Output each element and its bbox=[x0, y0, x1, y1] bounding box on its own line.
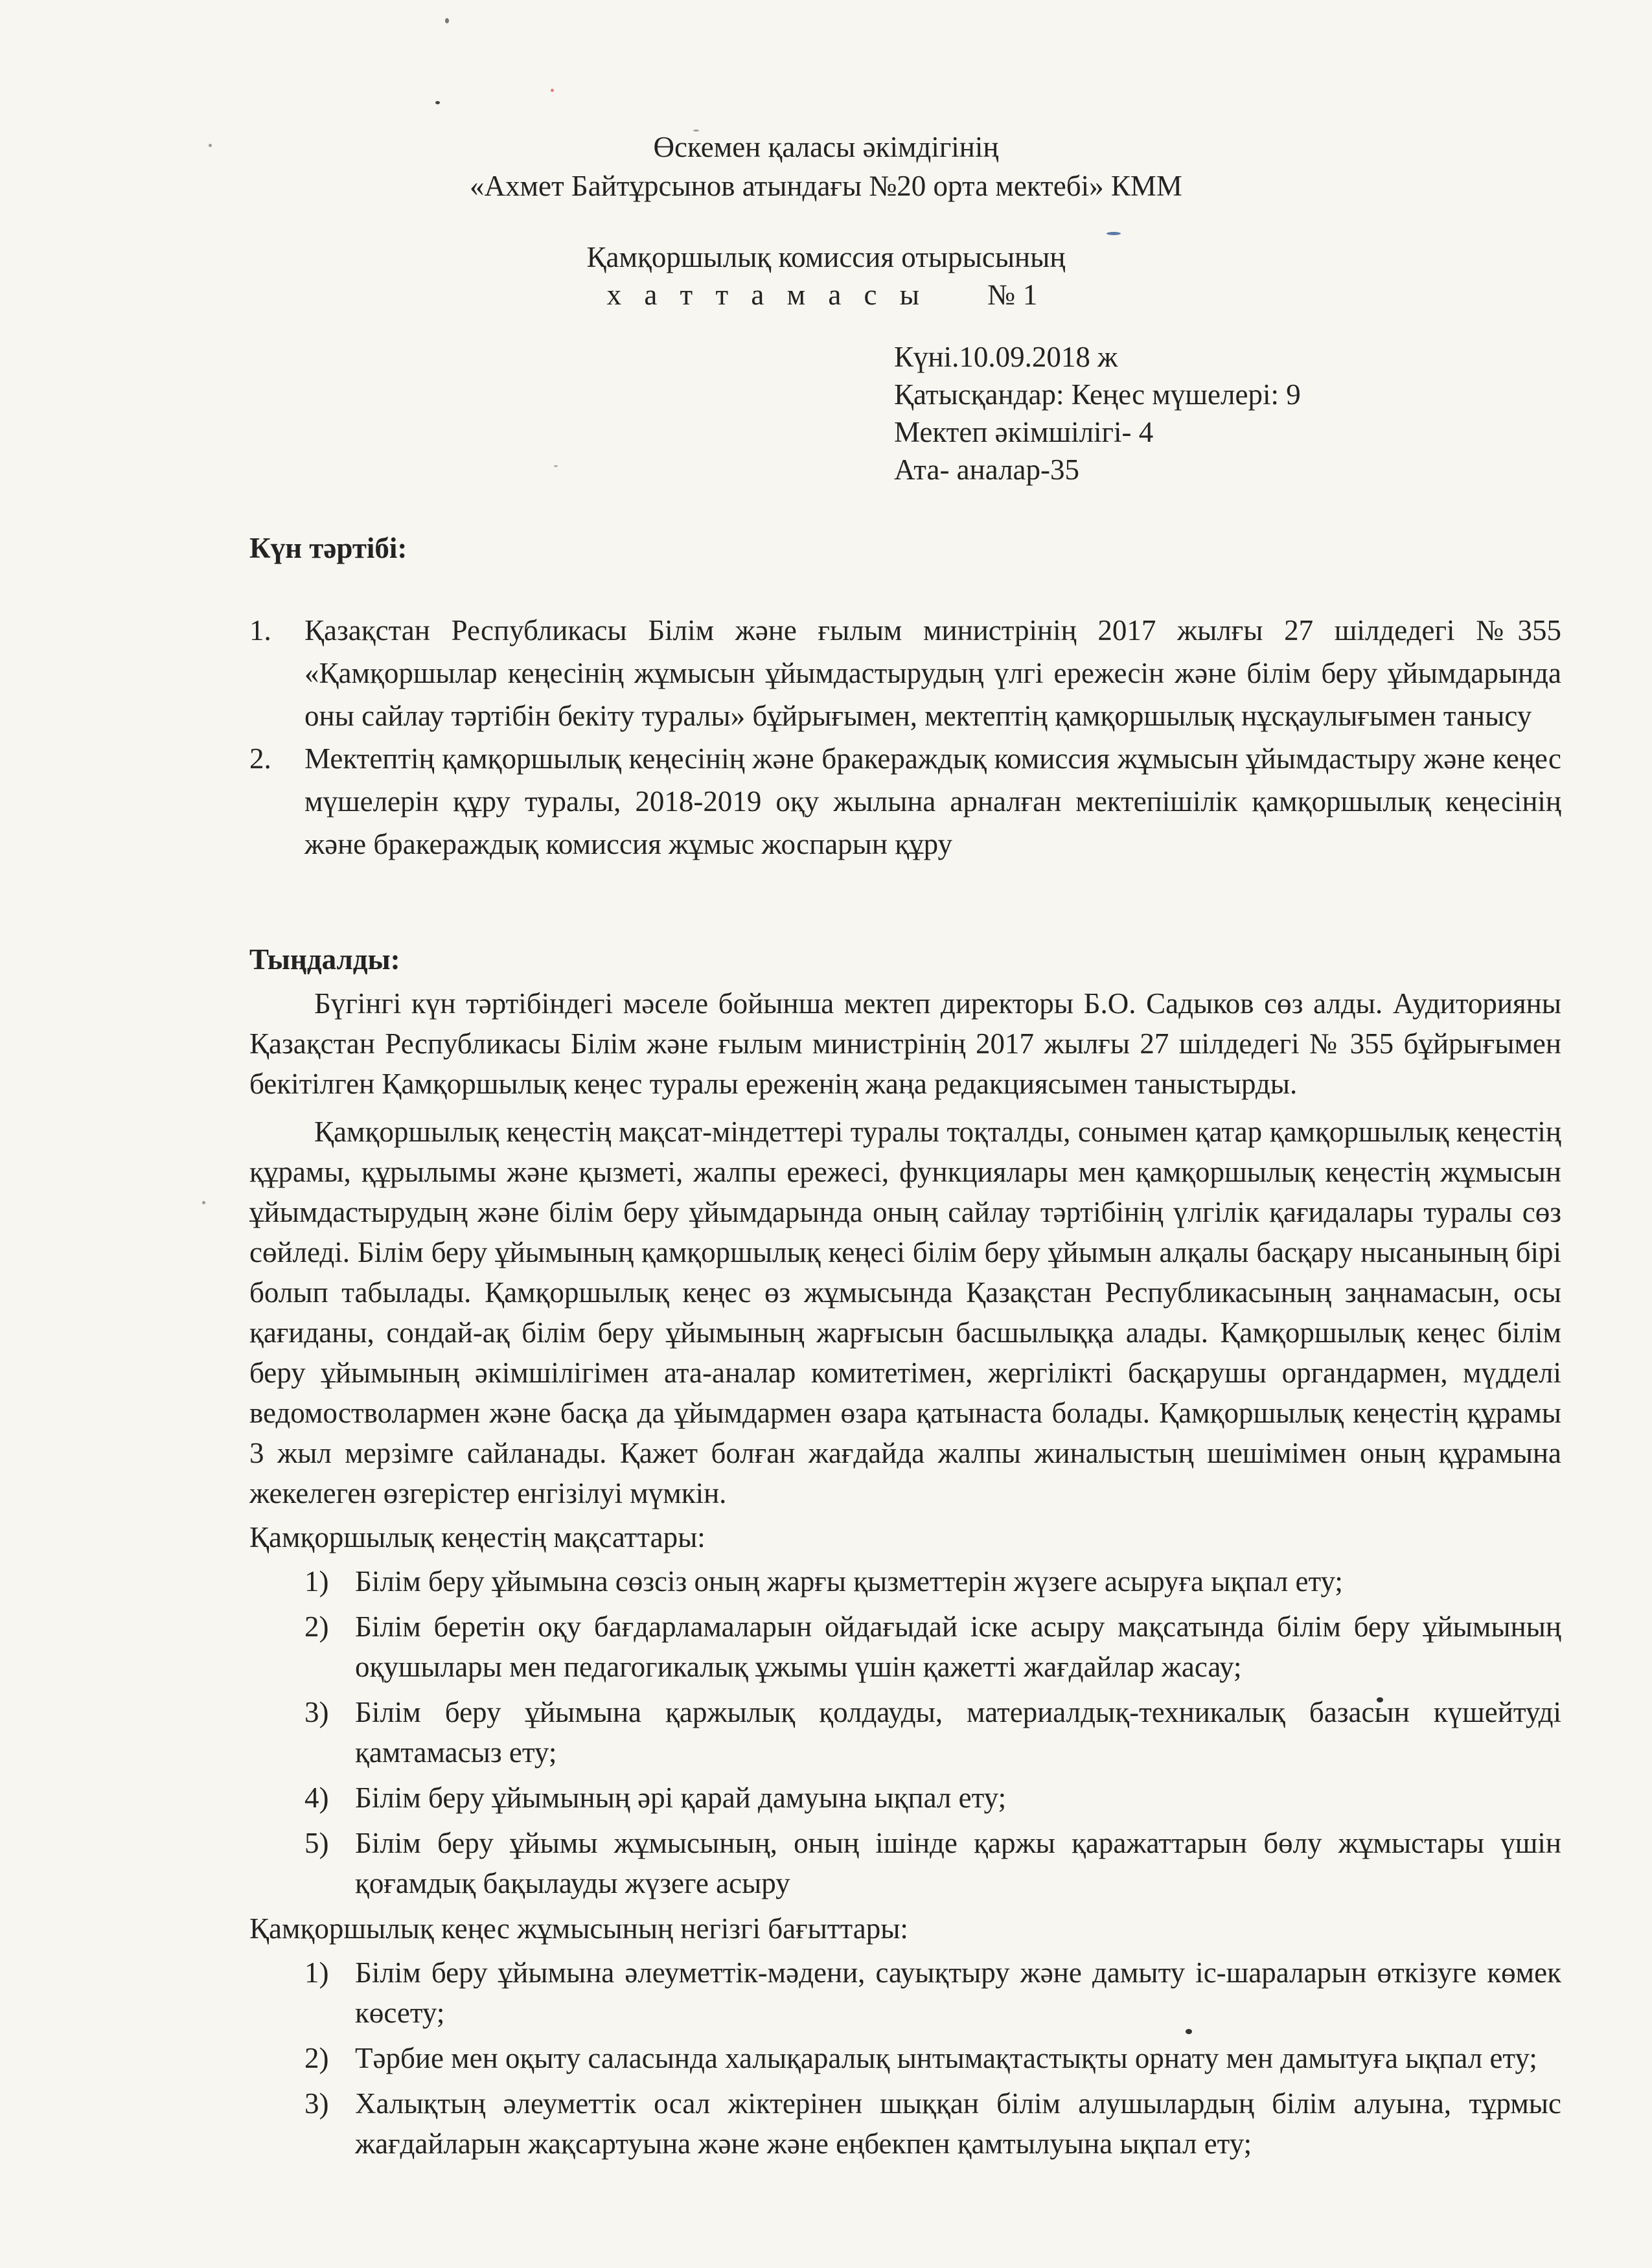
goal-number: 4) bbox=[304, 1781, 329, 1814]
meeting-date: Күні.10.09.2018 ж bbox=[894, 341, 1118, 373]
protocol-title: Қамқоршылық комиссия отырысының bbox=[586, 241, 1066, 273]
parents-count: Ата- аналар-35 bbox=[894, 453, 1080, 486]
direction-item bbox=[304, 2038, 1561, 2078]
goal-text: Білім беретін оқу бағдарламаларын ойдағыдай іске асыру мақсатында білім беру ұйымының оқушылары мен педагогикалық ұжымы үшін қажетті жағдайлар жасау; bbox=[355, 1610, 1561, 1683]
goal-item bbox=[304, 1823, 1561, 1903]
heard-body bbox=[249, 983, 1561, 2169]
goal-number: 2) bbox=[304, 1610, 329, 1643]
agenda-item-number: 2. bbox=[249, 742, 271, 775]
participants-count: Қатысқандар: Кеңес мүшелері: 9 bbox=[894, 378, 1301, 411]
meeting-meta bbox=[894, 338, 1301, 488]
goal-text: Білім беру ұйымына қаржылық қолдауды, материалдық-техникалық базасын күшейтуді қамтамасыз ету; bbox=[355, 1696, 1561, 1769]
agenda-item-text: Қазақстан Республикасы Білім және ғылым министрінің 2017 жылғы 27 шілдедегі №355 «Қамқоршылар кеңесінің жұмысын ұйымдастырудың үлгі ережесін және білім беру ұйымдарында оны сайлау тәртібін бекіту туралы» бұйрығымен, мектептің қамқоршылық нұсқаулығымен танысу bbox=[304, 614, 1561, 732]
goals-heading: Қамқоршылық кеңестің мақсаттары: bbox=[249, 1521, 706, 1553]
direction-item bbox=[304, 2083, 1561, 2164]
goal-item bbox=[304, 1778, 1561, 1818]
goal-item bbox=[304, 1561, 1561, 1601]
direction-text: Білім беру ұйымына әлеуметтік-мәдени, сауықтыру және дамыту іс-шараларын өткізуге көмек көсету; bbox=[355, 1956, 1561, 2029]
direction-number: 1) bbox=[304, 1956, 329, 1989]
scan-speck bbox=[1107, 232, 1121, 235]
goal-text: Білім беру ұйымы жұмысының, оның ішінде қаржы қаражаттарын бөлу жұмыстары үшін қоғамдық бақылауды жүзеге асыру bbox=[355, 1827, 1561, 1899]
direction-item bbox=[304, 1953, 1561, 2033]
scan-speck bbox=[435, 101, 440, 104]
protocol-number: х а т т а м а с ы №1 bbox=[606, 279, 1046, 311]
direction-number: 3) bbox=[304, 2087, 329, 2120]
school-name: «Ахмет Байтұрсынов атындағы №20 орта мектебі» КММ bbox=[470, 170, 1182, 202]
institution-line: Өскемен қаласы әкімдігінің bbox=[653, 131, 999, 163]
goal-number: 1) bbox=[304, 1565, 329, 1598]
goal-number: 3) bbox=[304, 1696, 329, 1728]
scan-speck bbox=[202, 1201, 205, 1204]
goal-item bbox=[304, 1607, 1561, 1687]
direction-text: Тәрбие мен оқыту саласында халықаралық ынтымақтастықты орнату мен дамытуға ықпал ету; bbox=[355, 2042, 1537, 2074]
directions-list bbox=[304, 1953, 1561, 2164]
scan-speck bbox=[551, 89, 554, 92]
agenda-item bbox=[249, 609, 1561, 737]
goal-text: Білім беру ұйымының әрі қарай дамуына ықпал ету; bbox=[355, 1781, 1007, 1814]
goal-item bbox=[304, 1692, 1561, 1772]
administration-count: Мектеп әкімшілігі- 4 bbox=[894, 416, 1154, 448]
agenda-heading: Күн тәртібі: bbox=[249, 532, 407, 564]
heard-paragraph: Бүгінгі күн тәртібіндегі мәселе бойынша мектеп директоры Б.О. Садыков сөз алды. Аудиторияны Қазақстан Республикасы Білім және ғылым министрінің 2017 жылғы 27 шілдедегі № 355 бұйрығымен бекітілген Қамқоршылық кеңес туралы ереженің жаңа редакциясымен таныстырды. bbox=[249, 987, 1561, 1100]
direction-number: 2) bbox=[304, 2042, 329, 2074]
agenda-item bbox=[249, 737, 1561, 865]
scan-speck bbox=[554, 465, 558, 467]
scan-speck bbox=[445, 18, 449, 23]
goal-text: Білім беру ұйымына сөзсіз оның жарғы қызметтерін жүзеге асыруға ықпал ету; bbox=[355, 1565, 1343, 1598]
agenda-list bbox=[249, 609, 1561, 865]
heard-paragraph: Қамқоршылық кеңестің мақсат-міндеттері туралы тоқталды, сонымен қатар қамқоршылық кеңестің құрамы, құрылымы және қызметі, жалпы ережесі, функциялары мен қамқоршылық кеңестің жұмысын ұйымдастырудың және білім беру ұйымдарында оның сайлау тәртібінің үлгілік қағидалары туралы сөз сөйледі. Білім беру ұйымының қамқоршылық кеңесі білім беру ұйымын алқалы басқару нысанының бірі болып табылады. Қамқоршылық кеңес өз жұмысында Қазақстан Республикасының заңнамасын, осы қағиданы, сондай-ақ білім беру ұйымының жарғысын басшылыққа алады. Қамқоршылық кеңес білім беру ұйымының әкімшілігімен ата-аналар комитетімен, жергілікті басқарушы органдармен, мүдделі ведомостволармен және басқа да ұйымдармен өзара қатынаста болады. Қамқоршылық кеңестің құрамы 3 жыл мерзімге сайланады. Қажет болған жағдайда жалпы жиналыстың шешімімен оның құрамына жекелеген өзгерістер енгізілуі мүмкін. bbox=[249, 1116, 1561, 1509]
goal-number: 5) bbox=[304, 1827, 329, 1859]
direction-text: Халықтың әлеуметтік осал жіктерінен шыққан білім алушылардың білім алуына, тұрмыс жағдайларын жақсартуына және және еңбекпен қамтылуына ықпал ету; bbox=[355, 2087, 1561, 2160]
agenda-item-number: 1. bbox=[249, 614, 271, 647]
heard-heading: Тыңдалды: bbox=[249, 943, 400, 976]
agenda-item-text: Мектептің қамқоршылық кеңесінің және бракераждық комиссия жұмысын ұйымдастыру және кеңес мүшелерін құру туралы, 2018-2019 оқу жылына арналған мектепішілік қамқоршылық кеңесінің және бракераждық комиссия жұмыс жоспарын құру bbox=[304, 742, 1561, 860]
directions-heading: Қамқоршылық кеңес жұмысының негізгі бағыттары: bbox=[249, 1912, 908, 1945]
goals-list bbox=[304, 1561, 1561, 1903]
